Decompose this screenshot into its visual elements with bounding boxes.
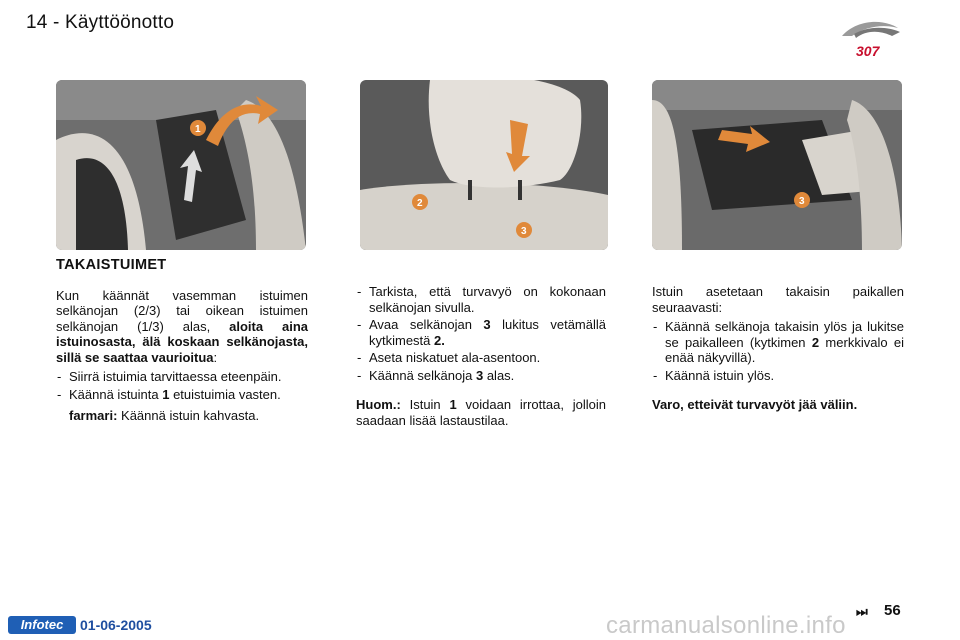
list-item: - Aseta niskatuet ala-asentoon.	[356, 350, 606, 366]
page-number: 56	[884, 602, 901, 619]
intro-paragraph: Kun käännät vasemman istuimen selkänojan (2/3) tai oikean istuimen selkänojan (1/3) alas, aloita aina istuinosasta, älä koskaan selkänojasta, sillä se saattaa vaurioitua:	[56, 287, 308, 365]
photo-headrest-latch	[360, 80, 608, 250]
list-item: - Tarkista, että turvavyö on kokonaan selkänojan sivulla.	[356, 284, 606, 315]
peugeot-307-logo	[832, 14, 912, 62]
list-item: - Käännä istuinta 1 etuistuimia vasten.	[56, 387, 308, 403]
section-heading: TAKAISTUIMET	[56, 257, 167, 273]
svg-text:2: 2	[417, 198, 423, 209]
column-2	[356, 284, 606, 428]
watermark: carmanualsonline.info	[606, 612, 846, 639]
instruction-list	[56, 369, 308, 402]
warning-text: Varo, etteivät turvavyöt jää väliin.	[652, 397, 858, 412]
svg-text:307: 307	[856, 43, 880, 59]
farmari-note: farmari: Käännä istuin kahvasta.	[69, 408, 260, 423]
instruction-list	[652, 319, 904, 383]
svg-text:1: 1	[195, 124, 201, 135]
page-header: 14 - Käyttöönotto	[26, 12, 175, 33]
note-paragraph: Huom.: Istuin 1 voidaan irrottaa, jolloin saadaan lisää lastaustilaa.	[356, 397, 606, 428]
svg-text:3: 3	[799, 196, 805, 207]
list-item: - Käännä selkänoja takaisin ylös ja lukitse se paikalleen (kytkimen 2 merkkivalo ei enää näkyvillä).	[652, 319, 904, 366]
double-chevron-right-icon[interactable]: ⏭	[856, 604, 868, 619]
photo-seat-backrest-folded	[652, 80, 902, 250]
svg-text:3: 3	[521, 226, 527, 237]
footer-date: 01-06-2005	[80, 617, 152, 633]
column-1	[56, 258, 308, 424]
list-item: - Avaa selkänojan 3 lukitus vetämällä kytkimestä 2.	[356, 317, 606, 348]
instruction-list	[356, 284, 606, 383]
column-3	[652, 284, 904, 413]
list-item: - Siirrä istuimia tarvittaessa eteenpäin.	[56, 369, 308, 385]
infotec-logo: Infotec	[8, 616, 76, 634]
list-item: - Käännä istuin ylös.	[652, 368, 904, 384]
photo-seat-cushion-fold	[56, 80, 306, 250]
intro-paragraph: Istuin asetetaan takaisin paikallen seuraavasti:	[652, 284, 904, 315]
list-item: - Käännä selkänoja 3 alas.	[356, 368, 606, 384]
